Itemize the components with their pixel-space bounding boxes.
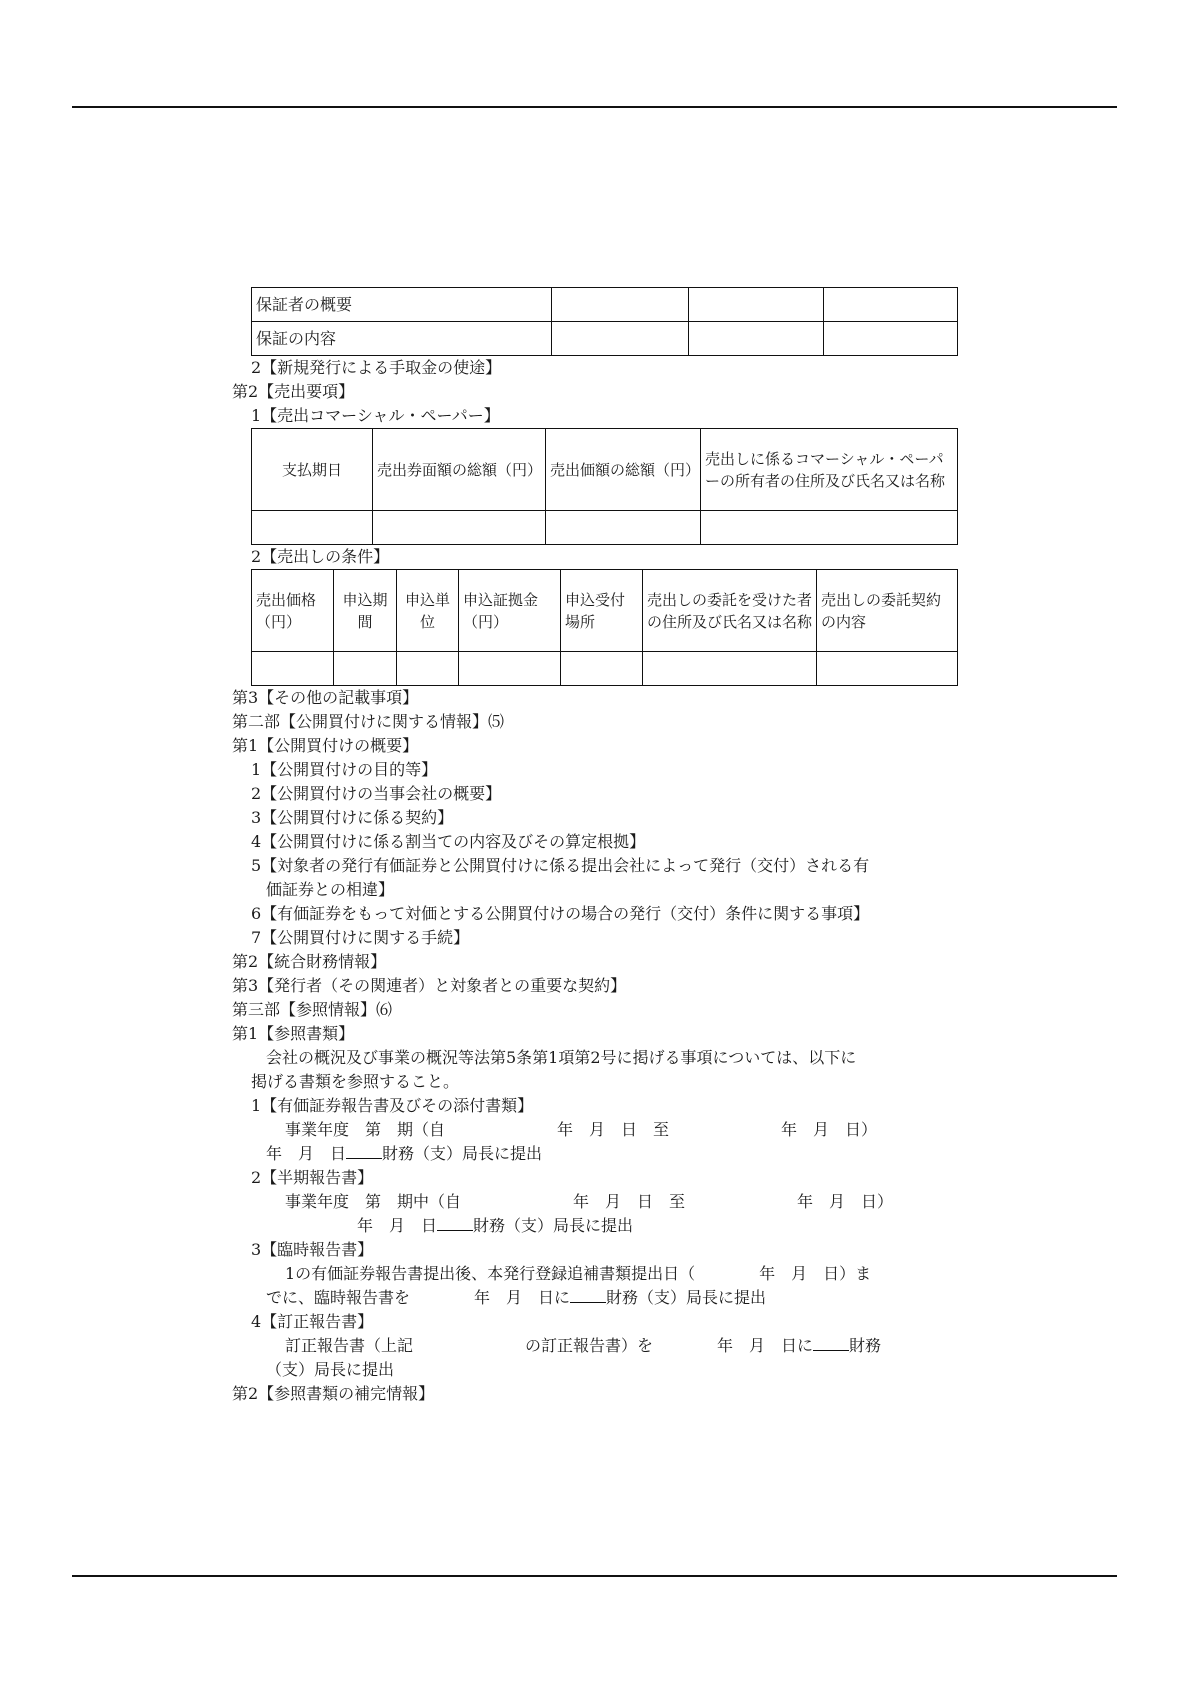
submission-date: 年 月 日 — [357, 1216, 438, 1235]
sale-cp-table — [251, 428, 958, 545]
securities-report-period: 事業年度 第 期（自 年 月 日 至 年 月 日） — [285, 1120, 878, 1139]
item-amendment-report: 4【訂正報告書】 — [251, 1312, 374, 1331]
table-row — [252, 511, 958, 545]
semiannual-report-submission — [232, 1214, 962, 1238]
heading-reference-supplement: 第2【参照書類の補完情報】 — [232, 1384, 435, 1403]
submission-date: でに、臨時報告書を 年 月 日に — [266, 1288, 571, 1307]
item-tender-issue-conditions: 6【有価証券をもって対価とする公開買付けの場合の発行（交付）条件に関する事項】 — [251, 904, 870, 923]
extraordinary-report-text: 1の有価証券報告書提出後、本発行登録追補書類提出日（ 年 月 日）ま — [285, 1264, 872, 1283]
amendment-report-text-cont: （支）局長に提出 — [266, 1360, 395, 1379]
column-header: 売出価額の総額（円） — [546, 429, 701, 511]
submission-bureau: 財務（支）局長に提出 — [382, 1144, 543, 1163]
heading-sale-cp: 1【売出コマーシャル・ペーパー】 — [251, 406, 500, 425]
heading-sale-terms: 第2【売出要項】 — [232, 382, 355, 401]
column-header: 申込証拠金（円） — [459, 570, 561, 652]
guarantor-overview-label: 保証者の概要 — [252, 288, 552, 322]
blank-underline — [570, 1286, 606, 1303]
submission-bureau: 財務（支）局長に提出 — [473, 1216, 634, 1235]
table-cell — [334, 652, 397, 686]
table-cell — [824, 288, 958, 322]
reference-intro-cont: 掲げる書類を参照すること。 — [251, 1072, 460, 1091]
column-header: 申込受付場所 — [561, 570, 643, 652]
item-tender-contracts: 3【公開買付けに係る契約】 — [251, 808, 454, 827]
table-cell — [373, 511, 546, 545]
table-row — [252, 652, 958, 686]
table-cell — [817, 652, 958, 686]
table-cell — [689, 288, 824, 322]
footer-rule — [72, 1575, 1117, 1577]
item-semiannual-report: 2【半期報告書】 — [251, 1168, 374, 1187]
table-cell — [643, 652, 817, 686]
table-cell — [561, 652, 643, 686]
heading-sale-conditions: 2【売出しの条件】 — [251, 547, 390, 566]
heading-part2: 第二部【公開買付けに関する情報】⑸ — [232, 712, 505, 731]
table-cell — [552, 288, 689, 322]
amendment-report-text — [232, 1334, 962, 1358]
column-header: 売出しの委託契約の内容 — [817, 570, 958, 652]
blank-underline — [346, 1142, 382, 1159]
table-row — [252, 322, 958, 356]
column-header: 売出券面額の総額（円） — [373, 429, 546, 511]
blank-underline — [437, 1214, 473, 1231]
table-cell — [701, 511, 958, 545]
table-cell — [397, 652, 459, 686]
table-header-row — [252, 570, 958, 652]
submission-bureau: 財務（支）局長に提出 — [606, 1288, 767, 1307]
column-header: 売出価格（円） — [252, 570, 334, 652]
heading-tender-offer-overview: 第1【公開買付けの概要】 — [232, 736, 419, 755]
heading-consolidated-financial: 第2【統合財務情報】 — [232, 952, 387, 971]
submission-date: 年 月 日 — [266, 1144, 347, 1163]
column-header: 申込単位 — [397, 570, 459, 652]
heading-important-contracts: 第3【発行者（その関連者）と対象者との重要な契約】 — [232, 976, 627, 995]
amendment-bureau: 財務 — [849, 1336, 882, 1355]
item-extraordinary-report: 3【臨時報告書】 — [251, 1240, 374, 1259]
guarantee-table — [251, 287, 958, 356]
guarantee-content-label: 保証の内容 — [252, 322, 552, 356]
table-cell — [459, 652, 561, 686]
header-rule — [72, 106, 1117, 108]
item-tender-differences: 5【対象者の発行有価証券と公開買付けに係る提出会社によって発行（交付）される有 — [251, 856, 870, 875]
table-cell — [252, 652, 334, 686]
column-header: 申込期間 — [334, 570, 397, 652]
table-cell — [552, 322, 689, 356]
heading-part3: 第三部【参照情報】⑹ — [232, 1000, 393, 1019]
sale-conditions-table — [251, 569, 958, 686]
reference-intro: 会社の概況及び事業の概況等法第5条第1項第2号に掲げる事項については、以下に — [266, 1048, 857, 1067]
table-cell — [546, 511, 701, 545]
item-tender-differences-cont: 価証券との相違】 — [266, 880, 395, 899]
securities-report-submission — [232, 1142, 962, 1166]
item-tender-procedures: 7【公開買付けに関する手続】 — [251, 928, 470, 947]
heading-new-issue-use: 2【新規発行による手取金の使途】 — [251, 358, 502, 377]
item-tender-parties: 2【公開買付けの当事会社の概要】 — [251, 784, 502, 803]
item-securities-report: 1【有価証券報告書及びその添付書類】 — [251, 1096, 534, 1115]
item-tender-allocation: 4【公開買付けに係る割当ての内容及びその算定根拠】 — [251, 832, 646, 851]
heading-reference-documents: 第1【参照書類】 — [232, 1024, 355, 1043]
table-header-row — [252, 429, 958, 511]
amendment-date: 訂正報告書（上記 の訂正報告書）を 年 月 日に — [285, 1336, 814, 1355]
item-tender-purpose: 1【公開買付けの目的等】 — [251, 760, 438, 779]
table-cell — [824, 322, 958, 356]
column-header: 支払期日 — [252, 429, 373, 511]
table-cell — [689, 322, 824, 356]
semiannual-report-period: 事業年度 第 期中（自 年 月 日 至 年 月 日） — [285, 1192, 894, 1211]
document-body — [232, 287, 962, 1406]
table-row — [252, 288, 958, 322]
extraordinary-report-submission — [232, 1286, 962, 1310]
blank-underline — [813, 1334, 849, 1351]
column-header: 売出しに係るコマーシャル・ペーパーの所有者の住所及び氏名又は名称 — [701, 429, 958, 511]
column-header: 売出しの委託を受けた者の住所及び氏名又は名称 — [643, 570, 817, 652]
table-cell — [252, 511, 373, 545]
heading-other-items: 第3【その他の記載事項】 — [232, 688, 419, 707]
